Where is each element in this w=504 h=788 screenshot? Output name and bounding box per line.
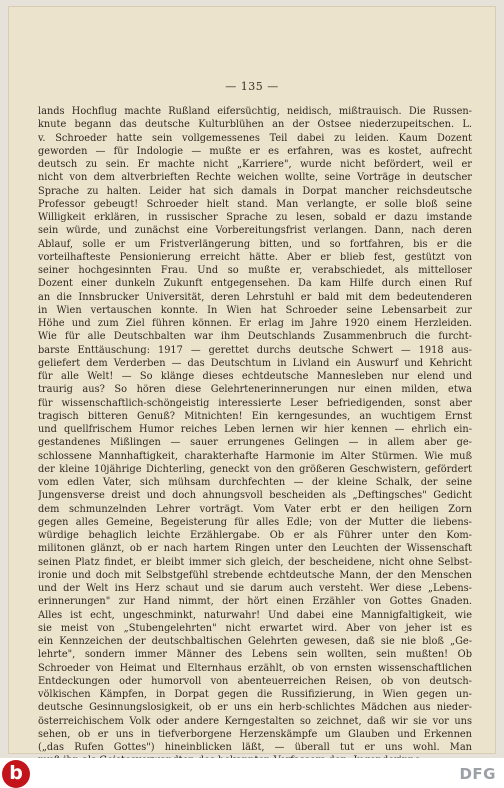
text-line: traurig aus? So hören diese Gelehrtenerinnerungen nur einen milden, etwa	[38, 384, 472, 396]
text-line: Alles ist echt, ungeschminkt, naturwahr! Und dabei eine Mannigfaltigkeit, wie	[38, 609, 472, 621]
text-line: schlossene Mannhaftigkeit, charakterhafte Harmonie im Alter Stürmen. Wie muß	[38, 450, 472, 462]
text-line: Sprache zu halten. Leider hat sich damals in Dorpat mancher reichsdeutsche	[38, 185, 472, 197]
text-line: gegen alles Gemeine, Begeisterung für alles Edle; von der Mutter die liebens-	[38, 516, 472, 528]
dfg-logo: DFG	[459, 765, 496, 783]
text-line: Höhe und zum Ziel führen können. Er erlag im Jahre 1920 einem Herzleiden.	[38, 318, 472, 329]
text-line: seinen Platz findet, er bleibt immer sich gleich, der bescheidene, nicht ohne Selbst-	[38, 556, 472, 568]
text-line: vorteilhafteste Pensionierung erreicht hätte. Aber er blieb fest, gestützt von	[38, 251, 472, 263]
text-line: an die Innsbrucker Universität, deren Lehrstuhl er bald mit dem bedeutenderen	[38, 291, 472, 303]
text-line: lehrte", sondern immer Männer des Lebens sein wollten, sein mußten! Ob	[38, 649, 472, 661]
text-line: ironie und doch mit Selbstgefühl strebende echtdeutsche Mann, der den Menschen	[38, 569, 472, 581]
text-line: gestandenes Mißlingen — sauer errungenes Gelingen — in allem aber ge-	[38, 437, 472, 449]
text-line: der kleine 10jährige Dichterling, geneckt von den größeren Geschwistern, gefördert	[38, 463, 472, 475]
text-line: und quellfrischem Humor reiches Leben lernen wir hier kennen — ehrlich ein-	[38, 424, 472, 435]
text-line: v. Schroeder hatte sein vollgemessenes Teil dabei zu leiden. Kaum Dozent	[38, 132, 472, 144]
text-line: Dozent einer dunkeln Zukunft entgegensehen. Da kam Hilfe durch einen Ruf	[38, 278, 472, 290]
text-line: würdige behaglich leichte Erzählergabe. Ob er als Führer unter den Kom-	[38, 530, 472, 541]
text-line: für wissenschaftlich-schöngeistig interessierte Leser befriedigenden, sonst aber	[38, 397, 472, 409]
text-line: Wie für alle Deutschbalten war ihm Deutschlands Zusammenbruch die furcht-	[38, 331, 472, 343]
page-number: — 135 —	[225, 80, 279, 93]
text-line: geworden — für Indologie — mußte er es erfahren, was es kostet, aufrecht	[38, 145, 472, 157]
text-line: vom edlen Vater, sich mühsam durchfechten — der kleine Schalk, der seine	[38, 477, 472, 488]
text-line: militonen glänzt, ob er nach hartem Ringen unter den Leuchten der Wissenschaft	[38, 543, 472, 555]
library-logo[interactable]	[2, 760, 30, 788]
text-line: Schroeder von Heimat und Elternhaus erzählt, ob von ernsten wissenschaftlichen	[38, 662, 472, 674]
text-line: Jungensverse dreist und doch ahnungsvoll bescheiden als „Deftingsches" Gedicht	[38, 490, 472, 502]
body-text	[38, 105, 472, 768]
text-line: („das Rufen Gottes") hineinblicken läßt, — überall tut er uns wohl. Man	[38, 742, 472, 753]
text-line: lands Hochflug machte Rußland eifersüchtig, neidisch, mißtrauisch. Die Russen-	[38, 106, 472, 117]
text-line: österreichischem Volk oder andere Kerngestalten so zeichnet, daß wir sie vor uns	[38, 715, 472, 727]
text-line: seiner hochgesinnten Frau. Und so mußte er, verabschiedet, als mittelloser	[38, 265, 472, 276]
book-page	[8, 6, 496, 754]
text-line: deutsche Gesinnungslosigkeit, ob er uns ein herb-schlichtes Mädchen aus nieder-	[38, 702, 472, 714]
text-line: geliefert dem Verderben — das Deutschtum in Livland ein Auswurf und Kehricht	[38, 357, 472, 369]
text-line: Willigkeit erklären, in russischer Sprache zu lesen, sobald er dazu imstande	[38, 212, 472, 223]
text-line: für alle Welt! — So klänge dieses echtdeutsche Mannesleben nur elend und	[38, 371, 472, 382]
viewer-footer	[0, 758, 504, 788]
text-line: Professor gebeugt! Schroeder hielt stand. Man verlangte, er solle bloß seine	[38, 198, 472, 210]
text-line: ein Kennzeichen der deutschbaltischen Gelehrten gewesen, daß sie nie bloß „Ge-	[38, 636, 472, 647]
text-line: Entdeckungen oder humorvoll von abenteuerreichen Reisen, ob von deutsch-	[38, 675, 472, 687]
text-line: sie meist von „Stubengelehrten" nicht erwartet wird. Aber von jeher ist es	[38, 622, 472, 634]
text-line: erinnerungen" zur Hand nimmt, der hört einen Erzähler von Gottes Gnaden.	[38, 596, 472, 608]
text-line: dem schmunzelnden Lehrer vorträgt. Vom Vater erbt er den heiligen Zorn	[38, 503, 472, 515]
text-line: knute begann das deutsche Kulturblühen an der Ostsee niederzupeitschen. L.	[38, 119, 472, 131]
library-logo-letter: b	[9, 762, 23, 784]
text-line: völkischen Kämpfen, in Dorpat gegen die Russifizierung, in Wien gegen un-	[38, 689, 472, 700]
text-line: sehen, ob er uns in tiefverborgene Herzenskämpfe um Glauben und Erkennen	[38, 728, 472, 740]
text-line: nicht von dem altverbrieften Rechte weichen wollte, seine Vorträge in deutscher	[38, 172, 472, 184]
text-line: tragisch bitteren Genuß? Mitnichten! Ein kerngesundes, an wuchtigem Ernst	[38, 410, 472, 422]
text-line: Ablauf, solle er um Fristverlängerung bitten, und so fortfahren, bis er die	[38, 238, 472, 250]
text-line: sein würde, und zunächst eine Vorbereitungsfrist verlangen. Dann, nach deren	[38, 225, 472, 237]
text-line: deutsch zu sein. Er machte nicht „Karriere", wurde nicht befördert, weil er	[38, 159, 472, 170]
text-line: barste Enttäuschung: 1917 — gerettet durchs deutsche Schwert — 1918 aus-	[38, 344, 472, 356]
text-line: in Wien vertauschen konnte. In Wien hat Schroeder seine Lebensarbeit zur	[38, 304, 472, 316]
text-line: und der Welt ins Herz schaut und sie darum auch versteht. Wer diese „Lebens-	[38, 583, 472, 594]
